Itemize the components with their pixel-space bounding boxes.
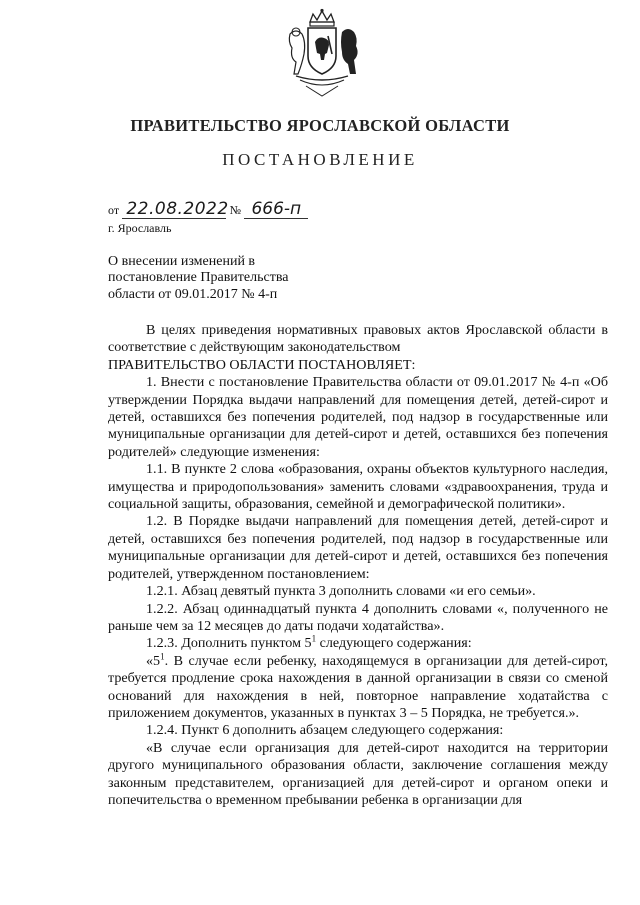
superscript: 1 (160, 651, 165, 662)
yaroslavl-coat-of-arms-icon (282, 8, 362, 100)
clause-1: 1. Внести с постановление Правительства области от 09.01.2017 № 4-п «Об утверждении Порядка выдачи направлений для помещения детей, детей-сирот и детей, оставшихся без попечения родителей, под надзор в государственные или муниципальные организации для детей-сирот и детей, оставшихся без попечения родителей» следующие изменения: (108, 374, 608, 460)
clause-text: 1.2.3. Дополнить пунктом 5 (146, 635, 312, 652)
superscript: 1 (311, 633, 317, 644)
document-meta (108, 200, 408, 240)
document-number: 666-п (244, 200, 308, 219)
subject-line: О внесении изменений в (108, 254, 256, 269)
subject-line: постановление Правительства (108, 270, 289, 286)
clause-text: следующего содержания: (316, 635, 472, 652)
number-label: № (229, 203, 242, 217)
preamble-paragraph: В целях приведения нормативных правовых актов Ярославской области в соответствие с действующим законодательством (108, 322, 608, 356)
clause-1-2-1: 1.2.1. Абзац девятый пункта 3 дополнить словами «и его семьи». (146, 583, 536, 600)
clause-text: «5 (146, 652, 161, 669)
date-label: от (108, 203, 120, 217)
government-title: ПРАВИТЕЛЬСТВО ЯРОСЛАВСКОЙ ОБЛАСТИ (130, 116, 510, 135)
clause-text: . В случае если ребенку, находящемуся в организации для детей-сирот, требуется продление срока нахождения в данной организации в связи со сменой оснований для нахождения в ней, повторное направление ходатайства с приложением документов, указанных в пунктах 3 – 5 Порядка, не требуется.». (108, 652, 608, 721)
subject-line: области от 09.01.2017 № 4-п (108, 286, 278, 302)
document-type: ПОСТАНОВЛЕНИЕ (222, 150, 418, 169)
resolution-statement: ПРАВИТЕЛЬСТВО ОБЛАСТИ ПОСТАНОВЛЯЕТ: (108, 356, 416, 373)
clause-6-addition: «В случае если организация для детей-сирот находится на территории другого муниципального образования области, заключение соглашения между законным представителем, организацией для детей-сирот и органом опеки и попечительства о временном пребывании ребенка в организации для (108, 739, 608, 808)
document-date: 22.08.2022 (122, 200, 226, 219)
clause-1-2-4: 1.2.4. Пункт 6 дополнить абзацем следующего содержания: (146, 722, 504, 739)
document-subject (108, 254, 348, 303)
clause-5-1-text (108, 653, 608, 723)
document-body (108, 322, 608, 809)
clause-1-1: 1.1. В пункте 2 слова «образования, охраны объектов культурного наследия, имущества и природопользования» заменить словами «здравоохранения, труда и социальной защиты, образования, семейной и демографической политики». (108, 461, 608, 513)
city: г. Ярославль (108, 221, 172, 235)
clause-1-2: 1.2. В Порядке выдачи направлений для помещения детей, детей-сирот и детей, оставшихся без попечения родителей, под надзор в государственные или муниципальные организации для детей-сирот и детей, оставшихся без попечения родителей, утвержденном постановлением: (108, 513, 608, 582)
clause-1-2-3 (108, 635, 608, 652)
clause-1-2-2: 1.2.2. Абзац одиннадцатый пункта 4 дополнить словами «, полученного не раньше чем за 12 месяцев до даты подачи ходатайства». (108, 600, 608, 634)
